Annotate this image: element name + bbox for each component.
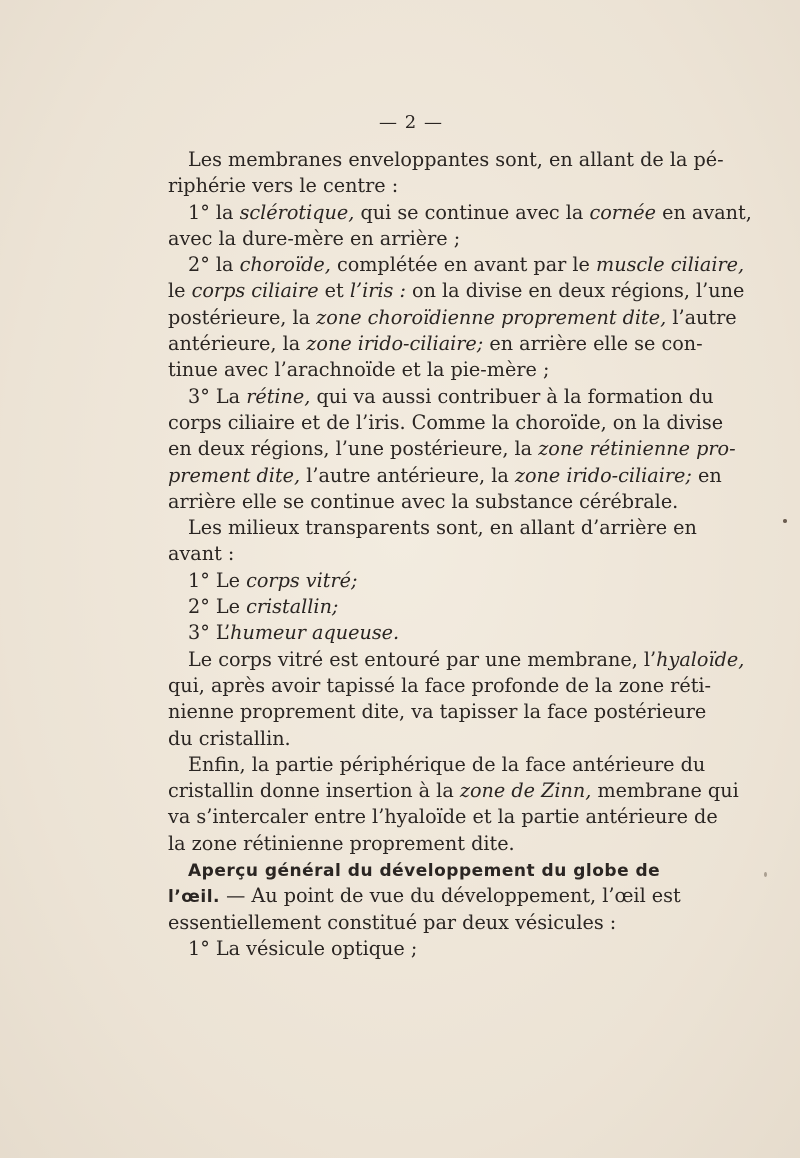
italic-term: choroïde, bbox=[239, 253, 331, 277]
italic-term: zone de Zinn, bbox=[459, 779, 592, 803]
italic-term: rétine, bbox=[246, 384, 311, 408]
text-line bbox=[168, 673, 712, 699]
text-segment: nienne proprement dite, va tapisser la face postérieure bbox=[168, 700, 707, 724]
italic-term: hyaloïde, bbox=[656, 647, 745, 671]
text-line bbox=[168, 489, 679, 515]
text-segment: 1° Le bbox=[188, 568, 247, 592]
text-line bbox=[168, 541, 644, 567]
text-line bbox=[168, 515, 697, 541]
text-segment: Le corps vitré est entouré par une membrane, l’ bbox=[188, 647, 657, 671]
text-segment: qui se continue avec la bbox=[354, 200, 590, 224]
text-line bbox=[168, 278, 745, 304]
section-heading: Aperçu général du développement du globe de bbox=[188, 861, 661, 882]
italic-term: sclérotique, bbox=[239, 200, 355, 224]
text-line bbox=[168, 910, 644, 936]
text-line bbox=[168, 252, 745, 278]
text-segment: l’autre bbox=[666, 305, 737, 329]
text-line bbox=[168, 831, 644, 857]
text-segment: qui, après avoir tapissé la face profonde de la zone réti- bbox=[168, 673, 712, 697]
italic-term: corps ciliaire bbox=[191, 279, 319, 303]
text-line bbox=[168, 620, 644, 646]
text-segment: avant : bbox=[168, 542, 235, 566]
page-content bbox=[168, 112, 752, 962]
text-segment: on la divise en deux régions, l’une bbox=[405, 279, 745, 303]
text-segment: en avant, bbox=[656, 200, 752, 224]
text-line bbox=[168, 936, 644, 962]
italic-term: zone rétinienne pro- bbox=[538, 437, 736, 461]
text-line bbox=[168, 173, 644, 199]
text-segment: 1° La vésicule optique ; bbox=[188, 936, 418, 960]
text-segment: l’autre antérieure, la bbox=[300, 463, 515, 487]
text-line bbox=[168, 752, 706, 778]
text-line bbox=[168, 726, 644, 752]
text-line bbox=[168, 410, 724, 436]
page-number: — 2 — bbox=[379, 112, 443, 133]
text-segment: postérieure, la bbox=[168, 305, 317, 329]
text-segment: le bbox=[168, 279, 192, 303]
text-line bbox=[168, 331, 703, 357]
text-segment: riphérie vers le centre : bbox=[168, 174, 399, 198]
text-line bbox=[168, 226, 644, 252]
italic-term: corps vitré; bbox=[246, 568, 358, 592]
text-line bbox=[168, 384, 714, 410]
text-line bbox=[168, 804, 718, 830]
text-line bbox=[168, 200, 752, 226]
section-heading: l’œil. bbox=[168, 887, 220, 908]
text-line bbox=[168, 357, 644, 383]
text-segment: qui va aussi contribuer à la formation du bbox=[310, 384, 714, 408]
text-segment: la zone rétinienne proprement dite. bbox=[168, 831, 515, 855]
text-segment: antérieure, la bbox=[168, 332, 307, 356]
text-line bbox=[168, 594, 644, 620]
text-segment: 1° la bbox=[188, 200, 240, 224]
text-body bbox=[168, 147, 752, 962]
italic-term: cristallin; bbox=[246, 595, 339, 619]
italic-term: l’iris : bbox=[349, 279, 406, 303]
italic-term: zone irido-ciliaire; bbox=[306, 332, 484, 356]
text-segment: 2° Le bbox=[188, 595, 247, 619]
text-line bbox=[168, 568, 644, 594]
text-segment: complétée en avant par le bbox=[330, 253, 597, 277]
text-segment: Les membranes enveloppantes sont, en allant de la pé- bbox=[188, 148, 724, 171]
italic-term: cornée bbox=[589, 200, 656, 224]
text-segment: arrière elle se continue avec la substance cérébrale. bbox=[168, 489, 679, 513]
text-line bbox=[168, 647, 745, 673]
text-line bbox=[168, 778, 739, 804]
text-segment: tinue avec l’arachnoïde et la pie-mère ; bbox=[168, 358, 550, 382]
text-segment: du cristallin. bbox=[168, 726, 291, 750]
text-line bbox=[168, 463, 722, 489]
italic-term: zone irido-ciliaire; bbox=[514, 463, 692, 487]
text-segment: — Au point de vue du développement, l’œil est bbox=[220, 884, 681, 908]
italic-term: muscle ciliaire, bbox=[596, 253, 745, 277]
text-line bbox=[168, 699, 707, 725]
text-segment: en deux régions, l’une postérieure, la bbox=[168, 437, 539, 461]
text-segment: Les milieux transparents sont, en allant d’arrière en bbox=[188, 516, 697, 540]
text-line bbox=[168, 883, 681, 909]
text-line bbox=[168, 436, 736, 462]
italic-term: zone choroïdienne proprement dite, bbox=[316, 305, 667, 329]
text-segment: essentiellement constitué par deux vésicules : bbox=[168, 910, 617, 934]
text-segment: en arrière elle se con- bbox=[483, 332, 703, 356]
text-segment: cristallin donne insertion à la bbox=[168, 779, 460, 803]
text-segment: 3° La bbox=[188, 384, 247, 408]
text-line bbox=[168, 305, 737, 331]
italic-term: humeur aqueuse. bbox=[230, 621, 400, 645]
text-segment: 2° la bbox=[188, 253, 240, 277]
paper-speck bbox=[764, 872, 767, 877]
text-segment: membrane qui bbox=[591, 779, 739, 803]
text-segment: et bbox=[318, 279, 350, 303]
text-segment: Enfin, la partie périphérique de la face antérieure du bbox=[188, 752, 706, 776]
text-segment: 3° L’ bbox=[188, 621, 231, 645]
text-line bbox=[168, 147, 724, 173]
text-segment: va s’intercaler entre l’hyaloïde et la partie antérieure de bbox=[168, 805, 718, 829]
paper-speck bbox=[783, 519, 787, 523]
text-segment: avec la dure-mère en arrière ; bbox=[168, 226, 461, 250]
text-segment: en bbox=[691, 463, 722, 487]
text-line bbox=[168, 857, 661, 883]
italic-term: prement dite, bbox=[168, 463, 301, 487]
text-segment: corps ciliaire et de l’iris. Comme la choroïde, on la divise bbox=[168, 410, 724, 434]
